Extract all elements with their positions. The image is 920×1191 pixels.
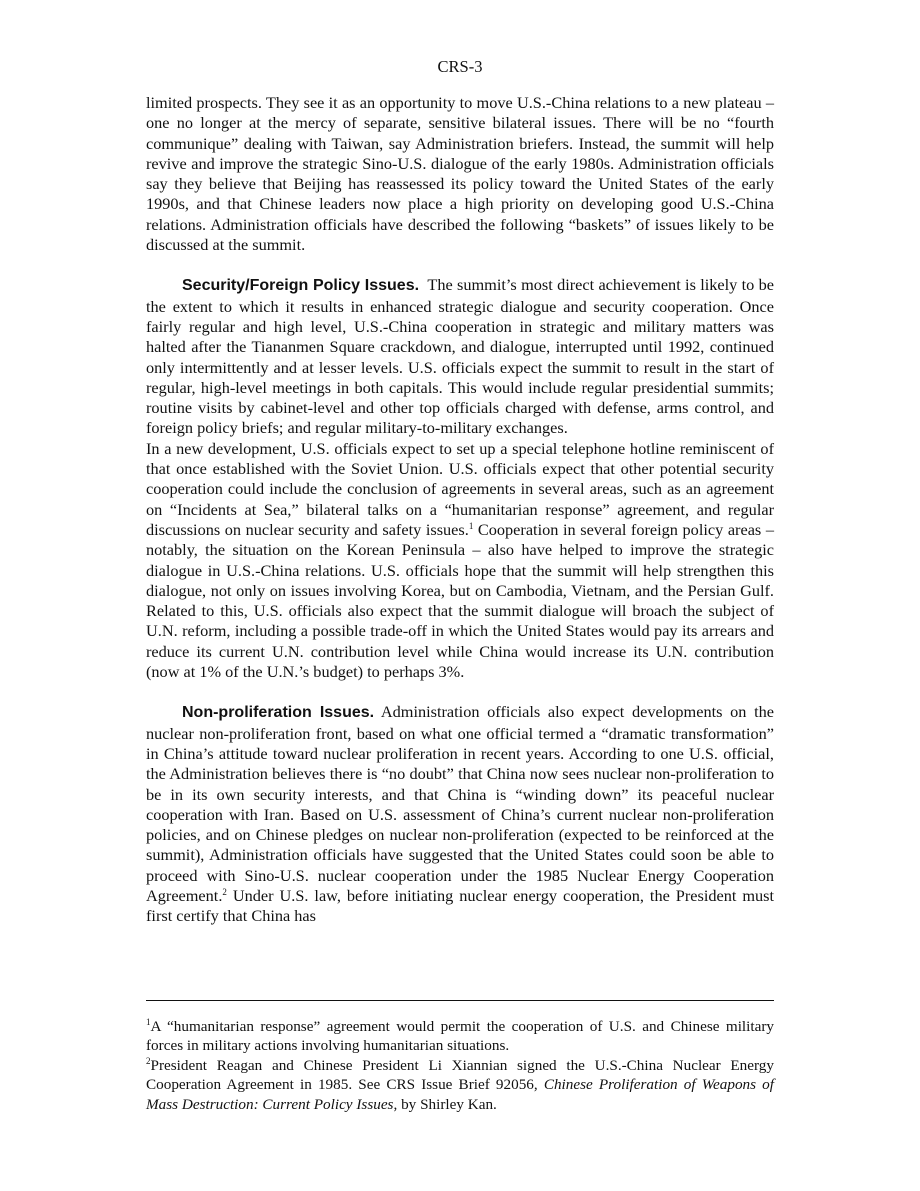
- report-body: [146, 93, 774, 927]
- security-text-2b: Cooperation in several foreign policy areas – notably, the situation on the Korean Peninsula – also have helped to improve the strategic dialogue in U.S.-China relations. U.S. officials hope that the summit will help strengthen this dialogue, not only on issues involving Korea, but on Cambodia, Vietnam, and the Persian Gulf. Related to this, U.S. officials also expect that the summit dialogue will broach the subject of U.N. reform, including a possible trade-off in which the United States would pay its arrears and reduce its current U.N. contribution level while China would increase its U.N. contribution (now at 1% of the U.N.’s budget) to perhaps 3%.: [146, 519, 774, 682]
- security-text-2a: In a new development, U.S. officials expect to set up a special telephone hotline reminiscent of that once established with the Soviet Union. U.S. officials expect that other potential security cooperation could include the conclusion of agreements in several areas, such as an agreement on “Incidents at Sea,” bilateral talks on a “humanitarian response” agreement, and regular discussions on nuclear security and safety issues.: [146, 438, 774, 539]
- footnote-2-end: , by Shirley Kan.: [393, 1095, 497, 1113]
- footnote-separator: [146, 1000, 774, 1001]
- footnote-2: [146, 1056, 774, 1114]
- nonproliferation-text-a: Administration officials also expect developments on the nuclear non-proliferation front, based on what one official termed a “dramatic transformation” in China’s attitude toward nuclear proliferation in recent years. According to one U.S. official, the Administration believes there is “no doubt” that China now sees nuclear non-proliferation to be in its own security interests, and that China is “winding down” its peaceful nuclear cooperation with Iran. Based on U.S. assessment of China’s current nuclear non-proliferation policies, and on Chinese pledges on nuclear non-proliferation (expected to be reinforced at the summit), Administration officials have suggested that the United States could soon be able to proceed with Sino-U.S. nuclear cooperation under the 1985 Nuclear Energy Cooperation Agreement.: [146, 702, 774, 905]
- nonproliferation-heading: Non-proliferation Issues.: [182, 704, 375, 722]
- footnote-ref-1[interactable]: 1: [468, 520, 474, 531]
- footnotes: [146, 1017, 774, 1114]
- security-text: The summit’s most direct achievement is likely to be the extent to which it results in enhanced strategic dialogue and security cooperation. Once fairly regular and high level, U.S.-China cooperation in strategic and military matters was halted after the Tiananmen Square crackdown, and dialogue, interrupted until 1992, continued only intermittently and at lesser levels. U.S. officials expect the summit to result in the start of regular, high-level meetings in both capitals. This would include regular presidential summits; routine visits by cabinet-level and other top officials charged with defense, arms control, and foreign policy briefs; and regular military-to-military exchanges.: [146, 275, 774, 438]
- security-heading: Security/Foreign Policy Issues.: [182, 277, 420, 295]
- footnote-2-mark: 2: [146, 1055, 151, 1066]
- security-paragraph-continued: [146, 439, 774, 683]
- page-header: CRS-3: [437, 57, 483, 76]
- footnote-2-text: President Reagan and Chinese President Li Xiannian signed the U.S.-China Nuclear Energy Cooperation Agreement in 1985. See CRS Issue Brief 92056,: [146, 1056, 774, 1094]
- footnote-1-mark: 1: [146, 1017, 151, 1027]
- footnote-1-text: A “humanitarian response” agreement would permit the cooperation of U.S. and Chinese military forces in military actions involving humanitarian situations.: [146, 1018, 774, 1055]
- footnote-1: [146, 1017, 774, 1056]
- footnote-2-title: Chinese Proliferation of Weapons of Mass Destruction: Current Policy Issues: [146, 1076, 774, 1113]
- nonproliferation-text-b: Under U.S. law, before initiating nuclear energy cooperation, the President must first certify that China has: [146, 885, 774, 926]
- footnote-ref-2[interactable]: 2: [222, 886, 227, 897]
- nonproliferation-paragraph: [146, 702, 774, 926]
- intro-paragraph: limited prospects. They see it as an opportunity to move U.S.-China relations to a new plateau – one no longer at the mercy of separate, sensitive bilateral issues. There will be no “fourth communique” dealing with Taiwan, say Administration briefers. Instead, the summit will help revive and improve the strategic Sino-U.S. dialogue of the early 1980s. Administration officials say they believe that Beijing has reassessed its policy toward the United States of the early 1990s, and that Chinese leaders now place a high priority on developing good U.S.-China relations. Administration officials have described the following “baskets” of issues likely to be discussed at the summit.: [146, 93, 774, 255]
- security-paragraph: [146, 275, 774, 438]
